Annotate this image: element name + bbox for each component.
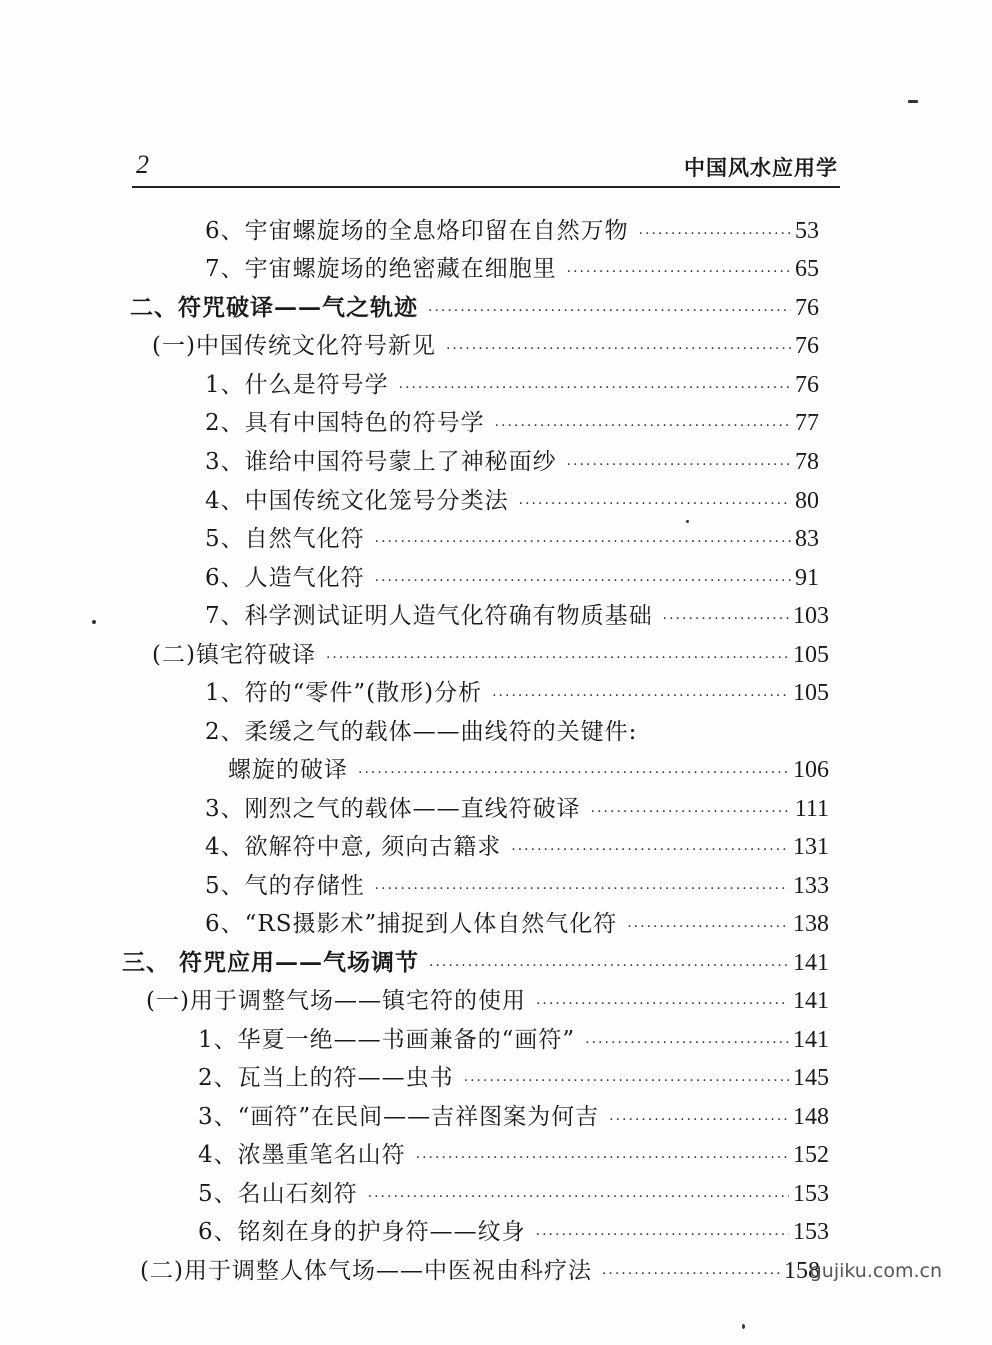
toc-entry-page: 106 xyxy=(793,757,829,783)
toc-entry-page: 53 xyxy=(795,218,819,244)
toc-entry-page: 153 xyxy=(793,1181,829,1207)
dot-leader xyxy=(464,1073,789,1089)
toc-entry-title: 6、宇宙螺旋场的全息烙印留在自然万物 xyxy=(205,218,629,244)
toc-entry-page: 152 xyxy=(793,1142,829,1168)
dot-leader xyxy=(399,380,791,396)
scan-speck xyxy=(686,520,689,523)
toc-entry xyxy=(130,289,819,323)
toc-entry xyxy=(205,713,829,747)
toc-entry xyxy=(152,327,819,361)
dot-leader xyxy=(663,611,789,627)
toc-entry-title: 4、中国传统文化笼号分类法 xyxy=(205,488,509,514)
toc-entry xyxy=(205,404,819,438)
toc-entry-page: 91 xyxy=(795,565,819,591)
toc-entry-page: 145 xyxy=(793,1065,829,1091)
dot-leader xyxy=(358,765,789,781)
toc-entry-page: 76 xyxy=(795,333,819,359)
dot-leader xyxy=(326,650,789,666)
toc-entry-title: 螺旋的破译 xyxy=(228,757,348,783)
dot-leader xyxy=(609,1112,789,1128)
toc-entry xyxy=(122,944,829,978)
dot-leader xyxy=(428,303,791,319)
toc-entry xyxy=(228,751,829,785)
toc-entry-title: 二、符咒破译——气之轨迹 xyxy=(130,294,418,321)
toc-entry xyxy=(205,250,819,284)
toc-entry xyxy=(152,636,829,670)
dot-leader xyxy=(368,1189,789,1205)
toc-entry-title: 2、柔缓之气的载体——曲线符的关键件: xyxy=(205,719,638,745)
toc-entry-title: 3、“画符”在民间——吉祥图案为何吉 xyxy=(198,1104,600,1130)
toc-entry xyxy=(205,559,819,593)
toc-entry xyxy=(205,790,829,824)
toc-entry-title: 3、谁给中国符号蒙上了神秘面纱 xyxy=(205,449,557,475)
toc-entry xyxy=(198,1136,829,1170)
toc-entry-page: 111 xyxy=(794,796,829,822)
toc-entry-page: 131 xyxy=(793,834,829,860)
toc-entry-page: 148 xyxy=(793,1104,829,1130)
toc-entry-title: (一)用于调整气场——镇宅符的使用 xyxy=(146,988,526,1014)
toc-entry xyxy=(205,905,829,939)
toc-entry-title: 7、科学测试证明人造气化符确有物质基础 xyxy=(205,603,653,629)
toc-entry-page: 133 xyxy=(793,873,829,899)
toc-entry xyxy=(198,1175,829,1209)
toc-entry xyxy=(205,597,829,631)
toc-entry-title: 6、“RS摄影术”捕捉到人体自然气化符 xyxy=(205,911,618,937)
scan-speck xyxy=(92,620,96,624)
toc-entry-title: 5、名山石刻符 xyxy=(198,1181,358,1207)
toc-entry-title: 4、欲解符中意, 须向古籍求 xyxy=(205,834,502,860)
toc-entry-page: 65 xyxy=(795,256,819,282)
dot-leader xyxy=(446,341,791,357)
toc-entry-title: 1、符的“零件”(散形)分析 xyxy=(205,680,483,706)
toc-entry-page: 80 xyxy=(795,488,819,514)
toc-entry xyxy=(198,1021,829,1055)
toc-entry-page: 141 xyxy=(793,988,829,1014)
toc-entry xyxy=(205,443,819,477)
toc-entry-title: 5、自然气化符 xyxy=(205,526,365,552)
toc-entry xyxy=(205,828,829,862)
toc-entry-page: 141 xyxy=(793,1027,829,1053)
toc-entry xyxy=(205,674,829,708)
dot-leader xyxy=(416,1150,789,1166)
dot-leader xyxy=(585,1035,789,1051)
toc-entry-page: 103 xyxy=(793,603,829,629)
dot-leader xyxy=(567,264,791,280)
toc-entry-title: 4、浓墨重笔名山符 xyxy=(198,1142,406,1168)
scan-speck xyxy=(742,1324,745,1329)
dot-leader xyxy=(375,573,791,589)
toc-entry xyxy=(205,212,819,246)
scan-speck xyxy=(908,100,918,103)
dot-leader xyxy=(375,534,791,550)
toc-entry-page: 76 xyxy=(795,295,819,321)
toc-entry-title: (二)镇宅符破译 xyxy=(152,642,316,668)
toc-entry-title: 6、人造气化符 xyxy=(205,565,365,591)
dot-leader xyxy=(375,881,789,897)
watermark: gujiku.com.cn xyxy=(809,1260,942,1282)
toc-entry xyxy=(205,867,829,901)
toc-entry-title: 2、具有中国特色的符号学 xyxy=(205,410,485,436)
dot-leader xyxy=(536,996,789,1012)
toc-entry-page: 105 xyxy=(793,642,829,668)
toc-entry xyxy=(198,1213,829,1247)
toc-entry-page: 141 xyxy=(793,950,829,976)
toc-entry-title: 5、气的存储性 xyxy=(205,873,365,899)
toc-entry xyxy=(146,982,829,1016)
toc-entry-page: 83 xyxy=(795,526,819,552)
toc-entry-title: (一)中国传统文化符号新见 xyxy=(152,333,436,359)
dot-leader xyxy=(627,919,789,935)
toc-entry xyxy=(205,366,819,400)
dot-leader xyxy=(429,958,789,974)
toc-entry-page: 76 xyxy=(795,372,819,398)
book-title: 中国风水应用学 xyxy=(684,156,838,180)
toc-entry-title: 三、 符咒应用——气场调节 xyxy=(122,949,420,976)
toc-entry-page: 77 xyxy=(795,410,819,436)
toc-entry xyxy=(205,520,819,554)
dot-leader xyxy=(495,418,791,434)
toc-entry-page: 138 xyxy=(793,911,829,937)
dot-leader xyxy=(639,226,791,242)
toc-entry-page: 78 xyxy=(795,449,819,475)
toc-entry xyxy=(140,1252,820,1286)
toc-entry xyxy=(198,1098,829,1132)
toc-entry xyxy=(198,1059,829,1093)
page-number: 2 xyxy=(136,150,149,179)
toc-entry-title: 1、华夏一绝——书画兼备的“画符” xyxy=(198,1027,576,1053)
dot-leader xyxy=(591,804,791,820)
toc-entry-title: 6、铭刻在身的护身符——纹身 xyxy=(198,1219,526,1245)
toc-entry-title: 3、刚烈之气的载体——直线符破译 xyxy=(205,796,581,822)
toc-entry-page: 153 xyxy=(793,1219,829,1245)
dot-leader xyxy=(602,1266,780,1282)
dot-leader xyxy=(511,842,789,858)
dot-leader xyxy=(492,688,789,704)
dot-leader xyxy=(536,1227,789,1243)
toc-entry-title: (二)用于调整人体气场——中医祝由科疗法 xyxy=(140,1258,592,1284)
toc-entry-title: 1、什么是符号学 xyxy=(205,372,389,398)
toc-entry-title: 7、宇宙螺旋场的绝密藏在细胞里 xyxy=(205,256,557,282)
toc-entry xyxy=(205,482,819,516)
toc-entry-page: 158 xyxy=(784,1258,820,1284)
header-rule xyxy=(132,186,840,188)
toc-entry-page: 105 xyxy=(793,680,829,706)
dot-leader xyxy=(519,496,791,512)
dot-leader xyxy=(567,457,791,473)
toc-entry-title: 2、瓦当上的符——虫书 xyxy=(198,1065,454,1091)
